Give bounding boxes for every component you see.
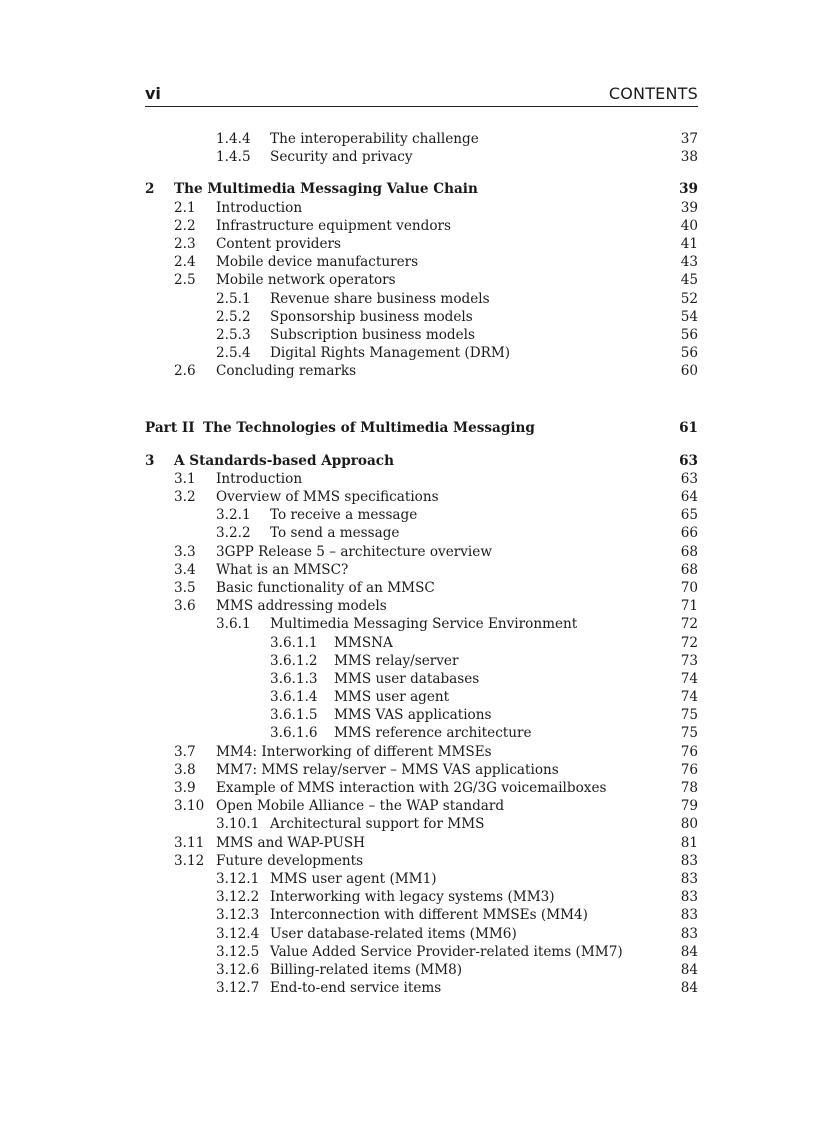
toc-title: MMS user agent (MM1): [270, 870, 437, 887]
toc-page-number: 68: [680, 561, 698, 578]
toc-entry-section[interactable]: [145, 253, 698, 271]
toc-number: 3.12.6: [216, 961, 260, 978]
toc-entry-sub[interactable]: [145, 961, 698, 979]
toc-number: 2: [145, 181, 155, 198]
toc-title: The Multimedia Messaging Value Chain: [174, 181, 478, 198]
toc-page-number: 54: [680, 308, 698, 325]
toc-entry-sub[interactable]: [145, 506, 698, 524]
toc-title: To send a message: [270, 525, 400, 542]
toc-title: Security and privacy: [270, 149, 413, 166]
toc-title: Revenue share business models: [270, 290, 490, 307]
toc-entry-section[interactable]: [145, 543, 698, 561]
toc-entry-sub[interactable]: [145, 888, 698, 906]
toc-page-number: 83: [680, 870, 698, 887]
toc-page-number: 73: [680, 652, 698, 669]
toc-entry-sub[interactable]: [145, 979, 698, 997]
toc-entry-sub[interactable]: [145, 148, 698, 166]
toc-title: Overview of MMS specifications: [216, 489, 439, 505]
toc-page-number: 45: [680, 272, 698, 289]
toc-number: 3.6.1.4: [270, 689, 318, 706]
toc-entry-chapter[interactable]: [145, 180, 698, 198]
toc-title: Interconnection with different MMSEs (MM4): [270, 907, 588, 924]
toc-number: 3.12.2: [216, 889, 260, 906]
toc-title: Basic functionality of an MMSC: [216, 579, 435, 596]
toc-number: 3.1: [174, 470, 196, 487]
toc-title: MMS user databases: [334, 670, 480, 687]
toc-entry-sub[interactable]: [145, 130, 698, 148]
toc-page-number: 39: [680, 199, 698, 216]
toc-entry-subsub[interactable]: [145, 688, 698, 706]
toc-title: User database-related items (MM6): [270, 925, 517, 942]
toc-entry-section[interactable]: [145, 217, 698, 235]
toc-title: Architectural support for MMS: [270, 816, 485, 833]
toc-entry-part[interactable]: [145, 419, 698, 437]
toc-title: Subscription business models: [270, 326, 475, 343]
toc-page-number: 65: [680, 507, 698, 524]
toc-title: What is an MMSC?: [216, 561, 349, 578]
toc-entry-section[interactable]: [145, 834, 698, 852]
toc-title: MMS addressing models: [216, 598, 387, 615]
toc-title: MMS VAS applications: [334, 707, 492, 724]
toc-number: 3.8: [174, 761, 196, 778]
toc-page-number: 84: [680, 943, 698, 960]
toc-page-number: 84: [680, 980, 698, 997]
toc-number: 3.12.3: [216, 907, 260, 924]
toc-number: 3.11: [174, 834, 205, 851]
toc-page-number: 66: [680, 525, 698, 542]
toc-number: 3.5: [174, 579, 196, 596]
toc-number: 3.6.1.5: [270, 707, 318, 724]
toc-number: 3.7: [174, 743, 196, 760]
toc-entry-section[interactable]: [145, 470, 698, 488]
toc-page-number: 56: [680, 326, 698, 343]
toc-number: 3: [145, 452, 155, 469]
toc-title: To receive a message: [270, 507, 418, 524]
toc-spacer: [145, 380, 698, 419]
toc-page-number: 56: [680, 345, 698, 362]
toc-number: 1.4.4: [216, 131, 251, 147]
toc-page-number: 75: [680, 725, 698, 742]
toc-number: 3.6.1.2: [270, 652, 318, 669]
toc-entry-sub[interactable]: [145, 524, 698, 542]
toc-title: Open Mobile Alliance – the WAP standard: [216, 798, 505, 815]
toc-entry-sub[interactable]: [145, 344, 698, 362]
toc-entry-section[interactable]: [145, 488, 698, 506]
toc-entry-section[interactable]: [145, 852, 698, 870]
toc-title: Digital Rights Management (DRM): [270, 345, 511, 362]
toc-number: 2.3: [174, 235, 196, 252]
toc-page-number: 72: [680, 616, 698, 633]
toc-title: MMS user agent: [334, 689, 450, 706]
toc-entry-section[interactable]: [145, 199, 698, 217]
toc-number: 2.5: [174, 272, 196, 289]
toc-entry-section[interactable]: [145, 597, 698, 615]
toc-title: MMSNA: [334, 634, 393, 651]
toc-title: Concluding remarks: [216, 363, 357, 380]
toc-entry-subsub[interactable]: [145, 652, 698, 670]
toc-title: Introduction: [216, 199, 303, 216]
toc-page-number: 78: [680, 780, 698, 796]
toc-entry-section[interactable]: [145, 271, 698, 289]
toc-entry-section[interactable]: [145, 779, 698, 797]
toc-title: Future developments: [216, 852, 364, 869]
toc-entry-subsub[interactable]: [145, 724, 698, 742]
toc-number: Part II: [145, 420, 195, 437]
toc-number: 3.12.1: [216, 870, 260, 887]
toc-page-number: 64: [680, 489, 698, 505]
toc-number: 3.6.1.3: [270, 670, 318, 687]
toc-title: 3GPP Release 5 – architecture overview: [216, 543, 492, 560]
toc-title: Sponsorship business models: [270, 308, 473, 325]
toc-page-number: 74: [680, 670, 698, 687]
toc-entry-section[interactable]: [145, 561, 698, 579]
toc-number: 3.10: [174, 798, 205, 815]
toc-spacer: [145, 438, 698, 452]
toc-page-number: 83: [680, 925, 698, 942]
toc-number: 1.4.5: [216, 149, 251, 166]
toc-number: 3.2.2: [216, 525, 251, 542]
page-number: vi: [145, 84, 161, 103]
running-title: CONTENTS: [608, 84, 698, 103]
toc-number: 2.5.2: [216, 308, 251, 325]
toc-title: MM4: Interworking of different MMSEs: [216, 743, 492, 760]
toc-page-number: 84: [680, 961, 698, 978]
toc-page-number: 63: [680, 470, 698, 487]
toc-page-number: 63: [679, 452, 698, 469]
page-header: [145, 84, 698, 106]
toc-title: MMS relay/server: [334, 652, 459, 669]
toc-entry-sub[interactable]: [145, 925, 698, 943]
toc-entry-section[interactable]: [145, 362, 698, 380]
toc-title: Mobile device manufacturers: [216, 254, 419, 271]
toc-page-number: 72: [680, 634, 698, 651]
toc-page-number: 79: [680, 798, 698, 815]
toc-title: MM7: MMS relay/server – MMS VAS applications: [216, 761, 559, 778]
toc-entry-sub[interactable]: [145, 615, 698, 633]
toc-entry-subsub[interactable]: [145, 706, 698, 724]
toc-page-number: 70: [680, 579, 698, 596]
toc-entry-subsub[interactable]: [145, 670, 698, 688]
toc-number: 3.2: [174, 489, 196, 505]
toc-entry-section[interactable]: [145, 761, 698, 779]
toc-title: The Technologies of Multimedia Messaging: [203, 420, 535, 437]
toc-page-number: 83: [680, 907, 698, 924]
toc-number: 3.12.5: [216, 943, 260, 960]
toc-page-number: 43: [680, 254, 698, 271]
toc-number: 3.12.7: [216, 980, 260, 997]
toc-title: Multimedia Messaging Service Environment: [270, 616, 578, 633]
toc-entry-section[interactable]: [145, 797, 698, 815]
toc-page-number: 75: [680, 707, 698, 724]
toc-entry-subsub[interactable]: [145, 634, 698, 652]
toc-title: Mobile network operators: [216, 272, 396, 289]
toc-entry-section[interactable]: [145, 579, 698, 597]
toc-page-number: 38: [680, 149, 698, 166]
toc-number: 3.6.1.6: [270, 725, 318, 742]
toc-number: 3.3: [174, 543, 196, 560]
toc-number: 3.12: [174, 852, 205, 869]
toc-page-number: 76: [680, 743, 698, 760]
toc-entry-sub[interactable]: [145, 290, 698, 308]
toc-page-number: 83: [680, 889, 698, 906]
toc-title: MMS and WAP-PUSH: [216, 834, 365, 851]
toc-entry-sub[interactable]: [145, 870, 698, 888]
toc-page-number: 81: [680, 834, 698, 851]
toc-title: Infrastructure equipment vendors: [216, 217, 452, 234]
toc-number: 3.12.4: [216, 925, 260, 942]
toc-page-number: 83: [680, 852, 698, 869]
toc-page-number: 37: [680, 131, 698, 147]
table-of-contents: [145, 130, 698, 997]
toc-number: 2.4: [174, 254, 196, 271]
toc-title: Example of MMS interaction with 2G/3G voicemailboxes: [216, 780, 607, 796]
toc-number: 2.2: [174, 217, 196, 234]
toc-page-number: 39: [679, 181, 698, 198]
toc-title: End-to-end service items: [270, 980, 442, 997]
toc-number: 2.5.4: [216, 345, 251, 362]
toc-title: The interoperability challenge: [270, 131, 479, 147]
toc-page-number: 60: [680, 363, 698, 380]
toc-number: 3.6: [174, 598, 196, 615]
toc-number: 2.5.3: [216, 326, 251, 343]
toc-page-number: 71: [680, 598, 698, 615]
toc-entry-sub[interactable]: [145, 943, 698, 961]
toc-title: Content providers: [216, 235, 342, 252]
toc-entry-chapter[interactable]: [145, 452, 698, 470]
toc-entry-section[interactable]: [145, 235, 698, 253]
toc-title: A Standards-based Approach: [174, 452, 394, 469]
toc-spacer: [145, 166, 698, 180]
toc-title: Value Added Service Provider-related items (MM7): [270, 943, 623, 960]
toc-title: Introduction: [216, 470, 303, 487]
toc-title: Billing-related items (MM8): [270, 961, 463, 978]
toc-number: 3.6.1.1: [270, 634, 318, 651]
toc-page-number: 61: [679, 420, 698, 437]
toc-page-number: 68: [680, 543, 698, 560]
toc-number: 3.10.1: [216, 816, 260, 833]
toc-entry-section[interactable]: [145, 743, 698, 761]
toc-number: 3.2.1: [216, 507, 251, 524]
toc-number: 3.4: [174, 561, 196, 578]
toc-number: 2.6: [174, 363, 196, 380]
toc-page-number: 40: [680, 217, 698, 234]
toc-page-number: 41: [680, 235, 698, 252]
toc-number: 2.5.1: [216, 290, 251, 307]
toc-page-number: 80: [680, 816, 698, 833]
toc-number: 3.9: [174, 780, 196, 796]
toc-entry-sub[interactable]: [145, 326, 698, 344]
toc-entry-sub[interactable]: [145, 815, 698, 833]
toc-number: 3.6.1: [216, 616, 251, 633]
toc-page-number: 76: [680, 761, 698, 778]
toc-entry-sub[interactable]: [145, 906, 698, 924]
toc-number: 2.1: [174, 199, 196, 216]
header-rule: [145, 106, 698, 107]
toc-title: MMS reference architecture: [334, 725, 532, 742]
toc-title: Interworking with legacy systems (MM3): [270, 889, 555, 906]
toc-page-number: 74: [680, 689, 698, 706]
toc-page-number: 52: [680, 290, 698, 307]
toc-entry-sub[interactable]: [145, 308, 698, 326]
